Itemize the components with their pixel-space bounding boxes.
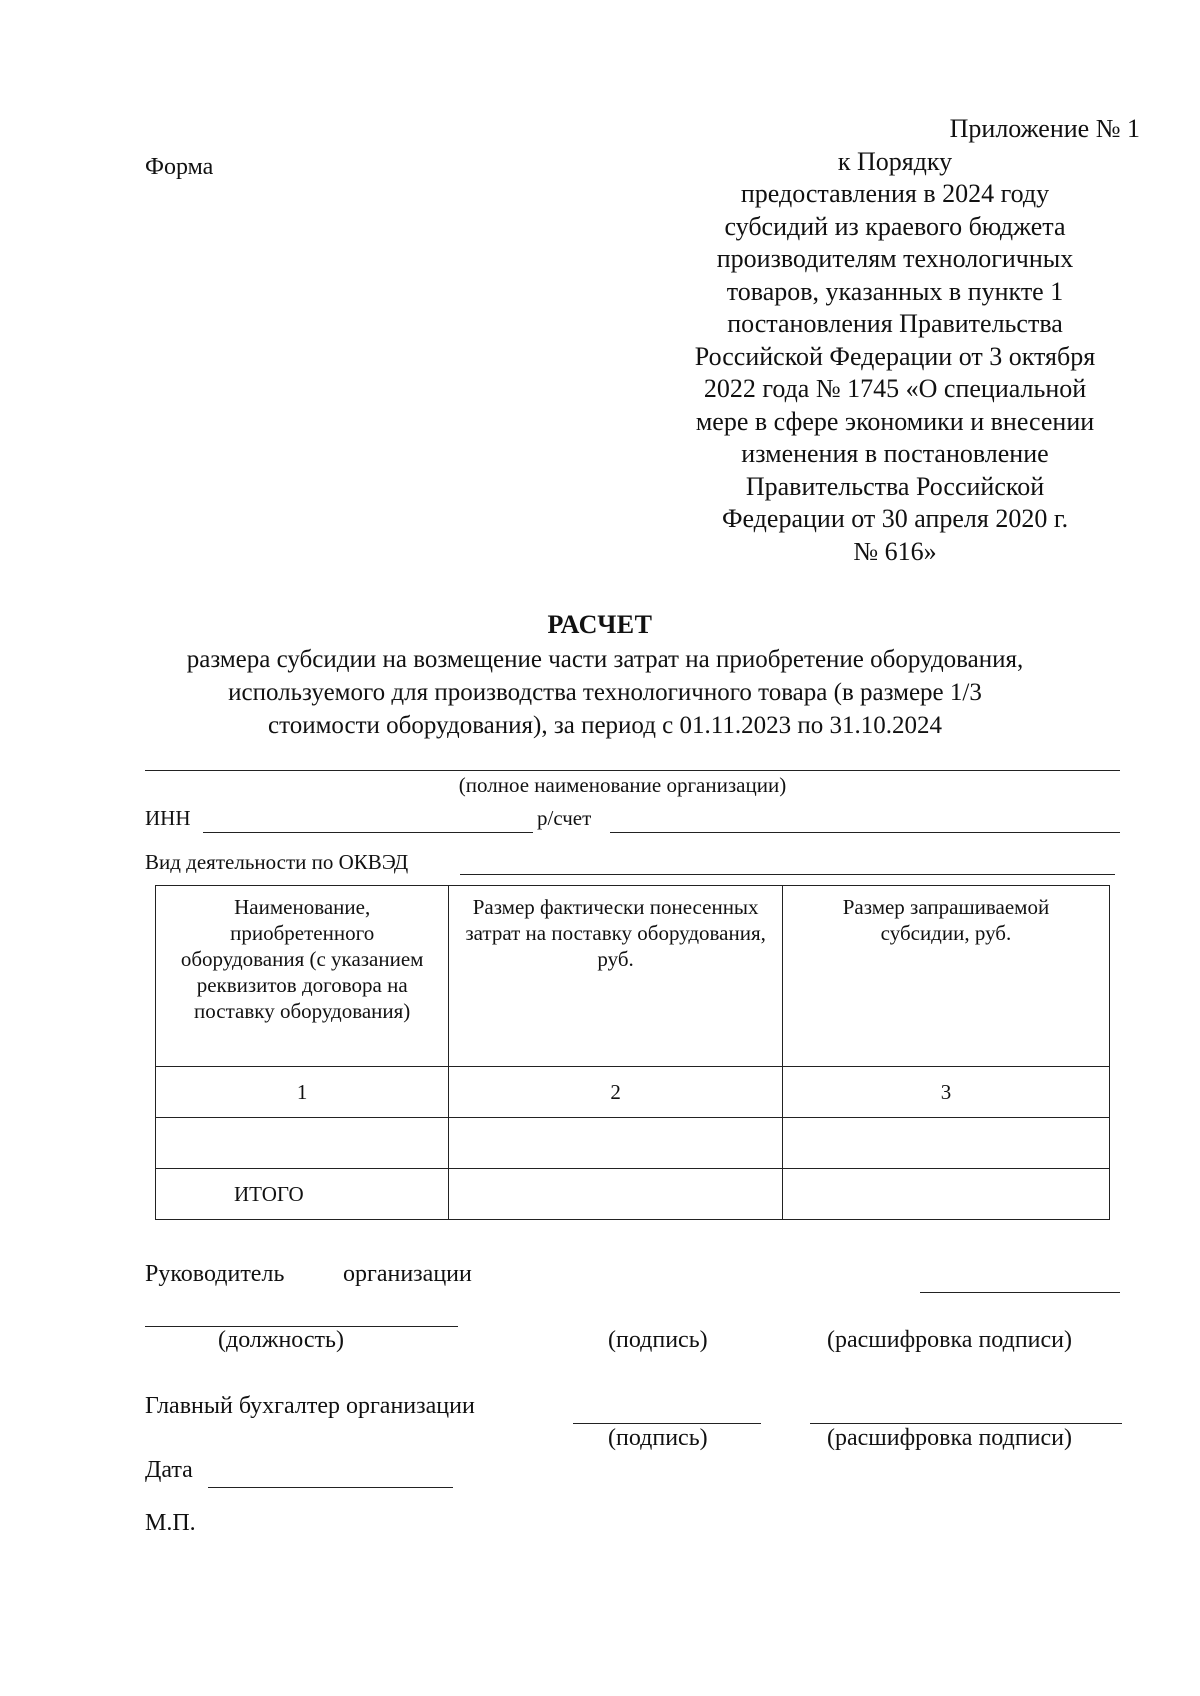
date-field[interactable] bbox=[208, 1487, 453, 1488]
head-label: Руководитель bbox=[145, 1261, 285, 1287]
table-header-cell: Наименование, приобретенного оборудования (с указанием реквизитов договора на поставку оборудования) bbox=[156, 886, 449, 1067]
accountant-name-field[interactable] bbox=[810, 1423, 1122, 1424]
total-label: ИТОГО bbox=[156, 1169, 449, 1220]
inn-label: ИНН bbox=[145, 806, 191, 830]
appendix-line: 2022 года № 1745 «О специальной bbox=[703, 374, 1087, 403]
position-caption: (должность) bbox=[218, 1327, 344, 1353]
subtitle-line: размера субсидии на возмещение части затрат на приобретение оборудования, bbox=[186, 646, 1024, 673]
table-header-cell: Размер фактически понесенных затрат на поставку оборудования, руб. bbox=[449, 886, 783, 1067]
column-number: 1 bbox=[156, 1067, 449, 1118]
total-subsidy-cell[interactable] bbox=[782, 1169, 1109, 1220]
inn-field[interactable] bbox=[203, 832, 533, 833]
subtitle-line: используемого для производства технологичного товара (в размере 1/3 bbox=[228, 679, 982, 706]
account-field[interactable] bbox=[610, 832, 1120, 833]
head-label-organization: организации bbox=[343, 1261, 472, 1287]
table-header-cell: Размер запрашиваемой субсидии, руб. bbox=[782, 886, 1109, 1067]
appendix-line: постановления Правительства bbox=[727, 309, 1063, 338]
table-header-row bbox=[156, 886, 1110, 1067]
appendix-line: субсидий из краевого бюджета bbox=[724, 211, 1066, 241]
appendix-block bbox=[650, 113, 1140, 568]
signature-caption: (подпись) bbox=[608, 1327, 708, 1353]
total-costs-cell[interactable] bbox=[449, 1169, 783, 1220]
actual-costs-cell[interactable] bbox=[449, 1118, 783, 1169]
okved-field[interactable] bbox=[460, 874, 1115, 875]
appendix-line: производителям технологичных bbox=[716, 244, 1074, 273]
document-title: РАСЧЕТ bbox=[547, 610, 653, 639]
column-number: 2 bbox=[449, 1067, 783, 1118]
table-total-row bbox=[156, 1169, 1110, 1220]
appendix-line: товаров, указанных в пункте 1 bbox=[726, 276, 1064, 306]
signature-decoding-caption: (расшифровка подписи) bbox=[827, 1327, 1072, 1353]
accountant-decoding-caption: (расшифровка подписи) bbox=[827, 1425, 1072, 1451]
appendix-line: Федерации от 30 апреля 2020 г. bbox=[721, 504, 1069, 533]
column-number: 3 bbox=[782, 1067, 1109, 1118]
stamp-label: М.П. bbox=[145, 1510, 196, 1536]
organization-name-field[interactable] bbox=[145, 770, 1120, 771]
appendix-line: Правительства Российской bbox=[745, 471, 1045, 501]
form-label: Форма bbox=[145, 154, 214, 180]
okved-label: Вид деятельности по ОКВЭД bbox=[145, 850, 409, 874]
equipment-name-cell[interactable] bbox=[156, 1118, 449, 1169]
document-subtitle bbox=[130, 643, 1080, 742]
appendix-line: к Порядку bbox=[837, 146, 953, 176]
calculation-table bbox=[155, 885, 1110, 1220]
accountant-signature-caption: (подпись) bbox=[608, 1425, 708, 1451]
table-row bbox=[156, 1118, 1110, 1169]
chief-accountant-label: Главный бухгалтер организации bbox=[145, 1393, 475, 1419]
organization-name-caption: (полное наименование организации) bbox=[458, 773, 787, 797]
appendix-line: изменения в постановление bbox=[741, 439, 1049, 468]
appendix-title: Приложение № 1 bbox=[949, 114, 1140, 143]
appendix-line: мере в сфере экономики и внесении bbox=[695, 406, 1095, 436]
appendix-line: предоставления в 2024 году bbox=[740, 179, 1050, 208]
appendix-line: Российской Федерации от 3 октября bbox=[694, 341, 1096, 371]
requested-subsidy-cell[interactable] bbox=[782, 1118, 1109, 1169]
subtitle-line: стоимости оборудования), за период с 01.11.2023 по 31.10.2024 bbox=[268, 712, 942, 739]
table-number-row bbox=[156, 1067, 1110, 1118]
accountant-signature-field[interactable] bbox=[573, 1423, 761, 1424]
date-label: Дата bbox=[145, 1457, 193, 1483]
head-name-field[interactable] bbox=[920, 1292, 1120, 1293]
appendix-line: № 616» bbox=[853, 536, 937, 566]
account-label: р/счет bbox=[537, 806, 592, 830]
